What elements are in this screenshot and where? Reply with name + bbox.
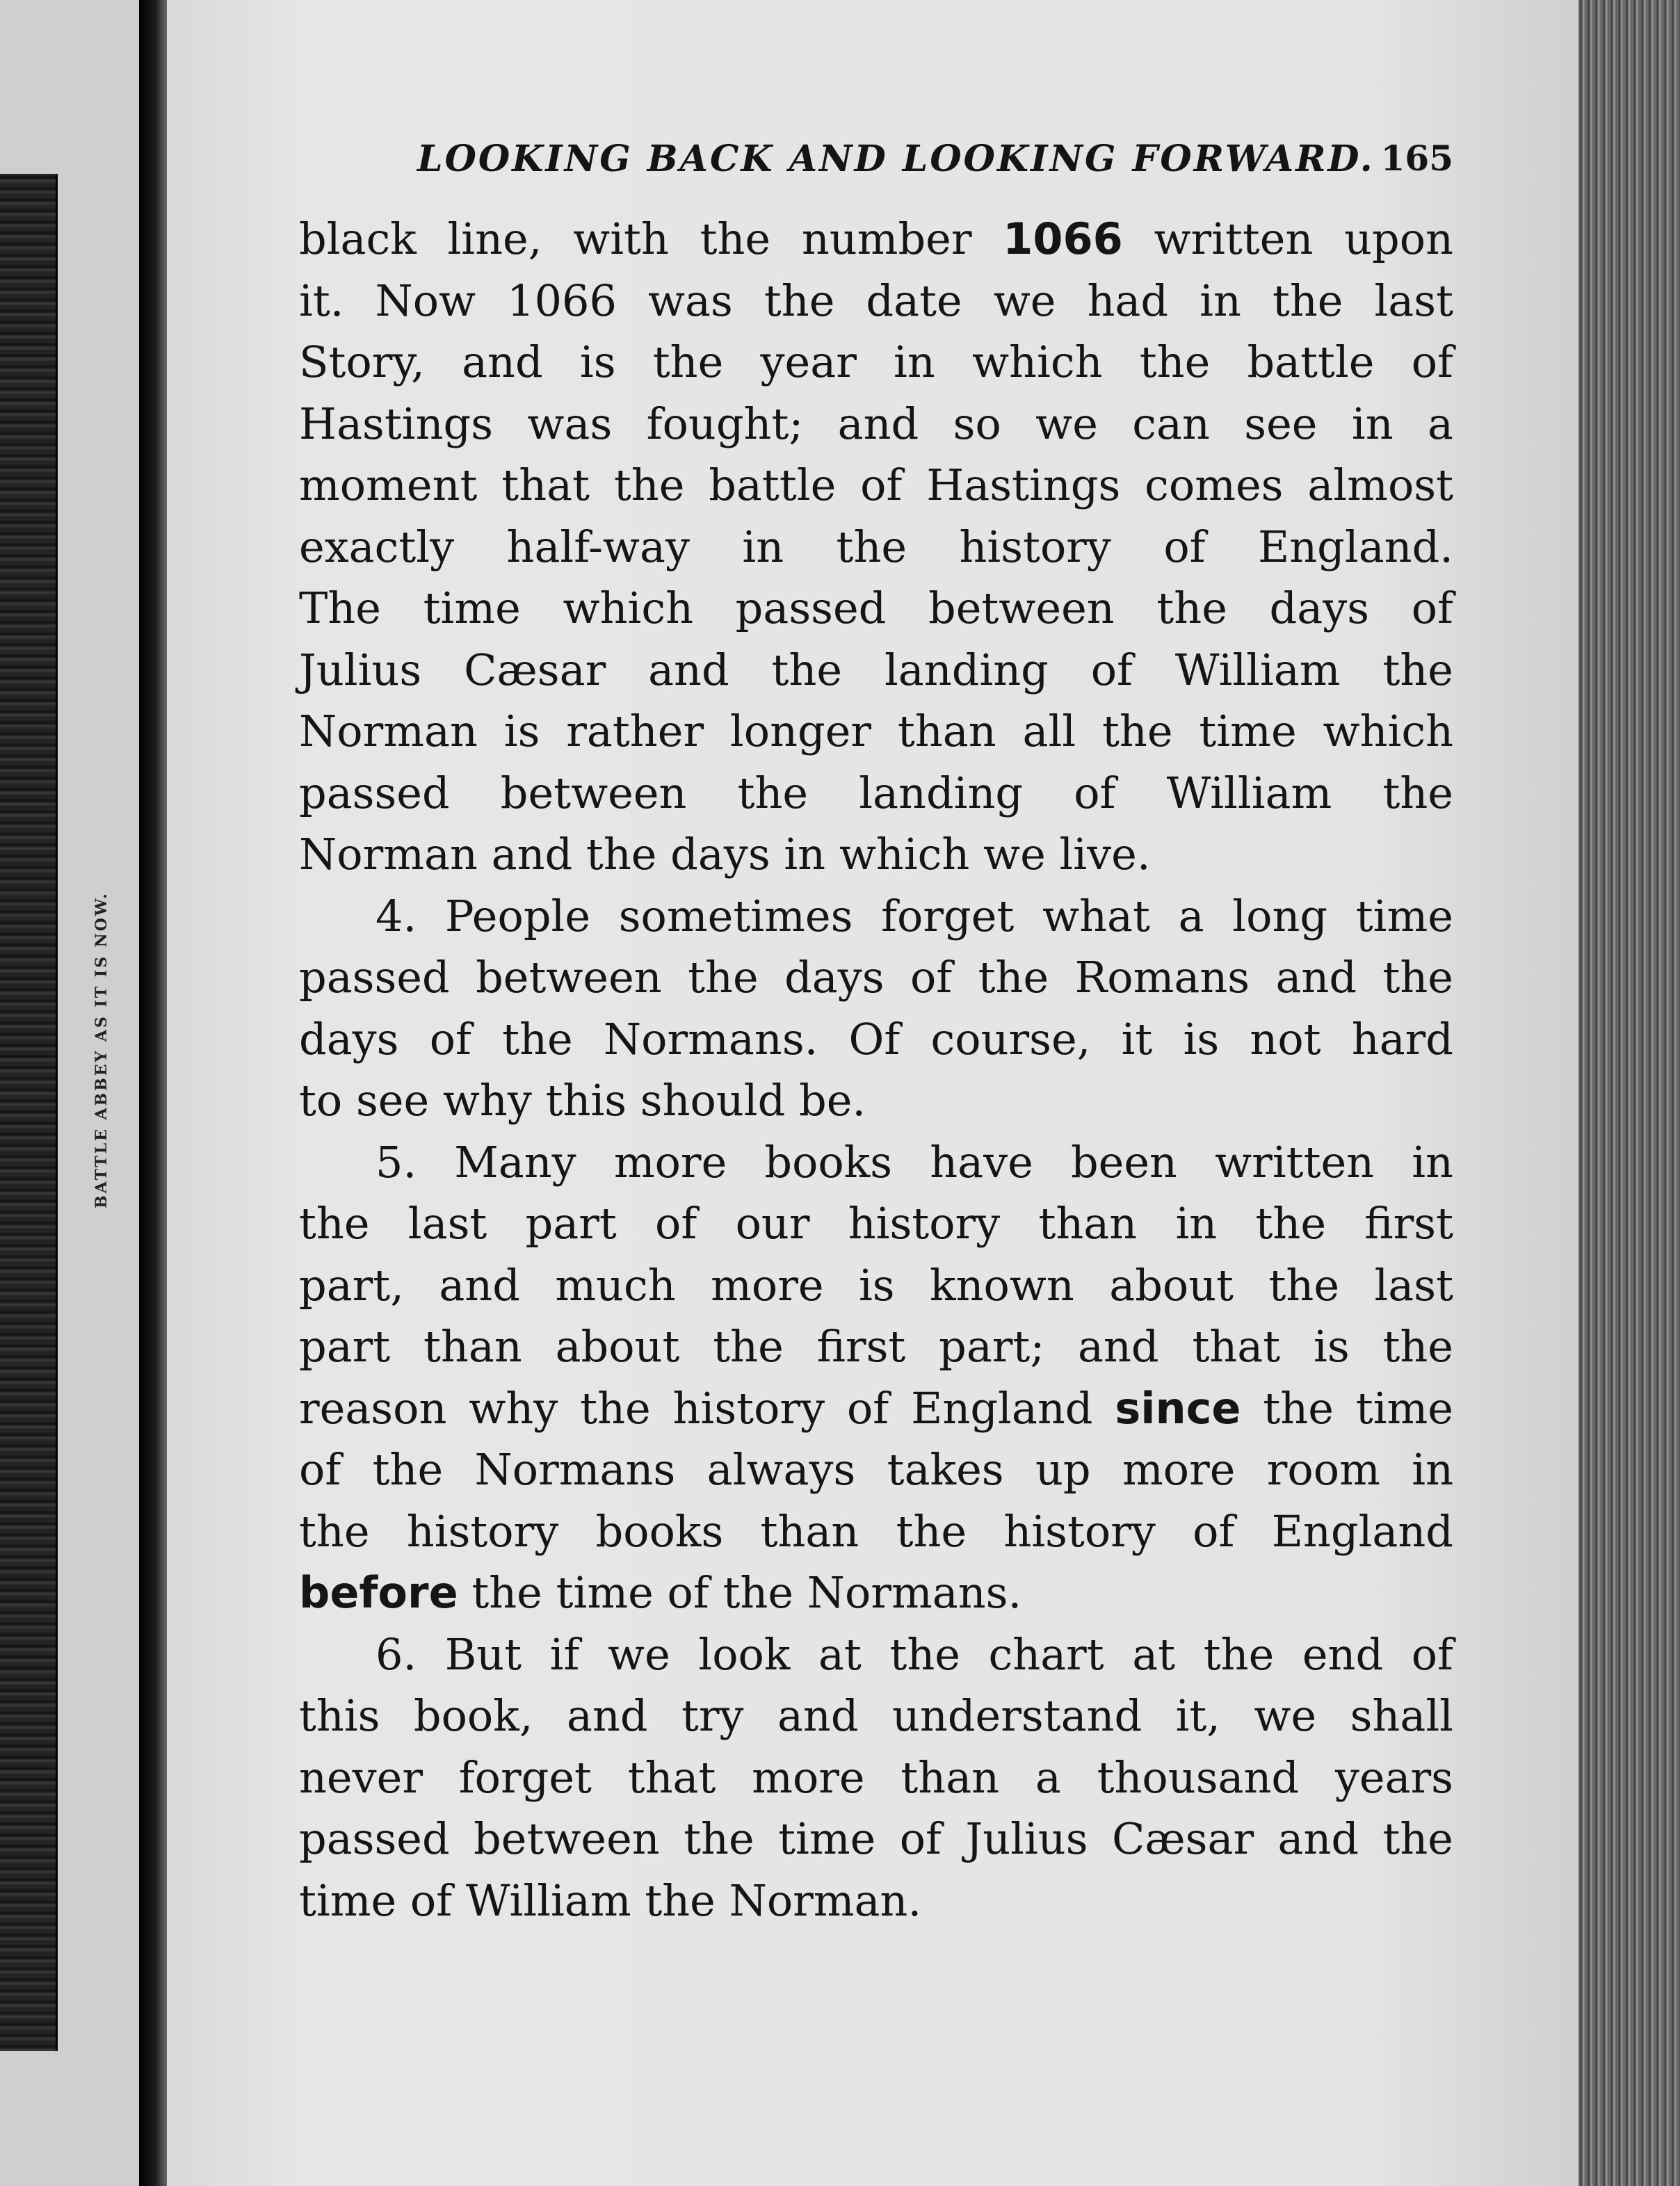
plate-caption [88,827,115,1272]
bold-term: 1066 [1003,213,1123,264]
text-line: reason why the history of England since the time [299,1382,1453,1434]
text-line: of the Normans always takes up more room in [299,1444,1453,1495]
text-line: to see why this should be. [299,1075,866,1126]
facing-page [0,0,139,2186]
text-line: before the time of the Normans. [299,1567,1022,1618]
page-edges [1578,0,1680,2186]
text-line: passed between the landing of William the [299,767,1453,818]
text-line: exactly half-way in the history of England. [299,521,1453,572]
text-line: moment that the battle of Hastings comes almost [299,460,1453,510]
running-title: LOOKING BACK AND LOOKING FORWARD. [417,138,1375,180]
illustration-plate-edge [0,174,58,2051]
paragraph-start-line: 4. People sometimes forget what a long time [375,890,1453,941]
text-line: Julius Cæsar and the landing of William the [299,644,1453,695]
body-text [299,209,1453,1932]
paragraph-start-line: 5. Many more books have been written in [375,1136,1453,1188]
text-line: Hastings was fought; and so we can see in a [299,398,1453,449]
paragraph-start-line: 6. But if we look at the chart at the end of [375,1628,1453,1680]
text-line: the last part of our history than in the first [299,1198,1453,1249]
text-line: Story, and is the year in which the battle of [299,337,1453,387]
text-line: black line, with the number 1066 written upon [299,213,1453,264]
plate-caption-text: BATTLE ABBEY AS IT IS NOW. [92,891,111,1208]
text-line: passed between the days of the Romans and the [299,952,1453,1003]
bold-term: before [299,1567,458,1618]
text-line: days of the Normans. Of course, it is not hard [299,1013,1453,1064]
book-gutter [139,0,167,2186]
running-header [417,138,1453,193]
page-number: 165 [1380,138,1453,179]
text-line: Norman is rather longer than all the time which [299,706,1453,756]
bold-term: since [1115,1382,1241,1434]
text-line: part than about the first part; and that is the [299,1321,1453,1372]
text-line: The time which passed between the days of [299,583,1453,633]
text-line: part, and much more is known about the last [299,1259,1453,1311]
text-line: it. Now 1066 was the date we had in the last [299,275,1453,326]
text-line: never forget that more than a thousand years [299,1751,1453,1803]
text-line: Norman and the days in which we live. [299,829,1151,880]
text-line: time of William the Norman. [299,1875,922,1926]
text-line: this book, and try and understand it, we shall [299,1690,1453,1741]
text-line: the history books than the history of England [299,1505,1453,1557]
text-line: passed between the time of Julius Cæsar and the [299,1813,1453,1864]
